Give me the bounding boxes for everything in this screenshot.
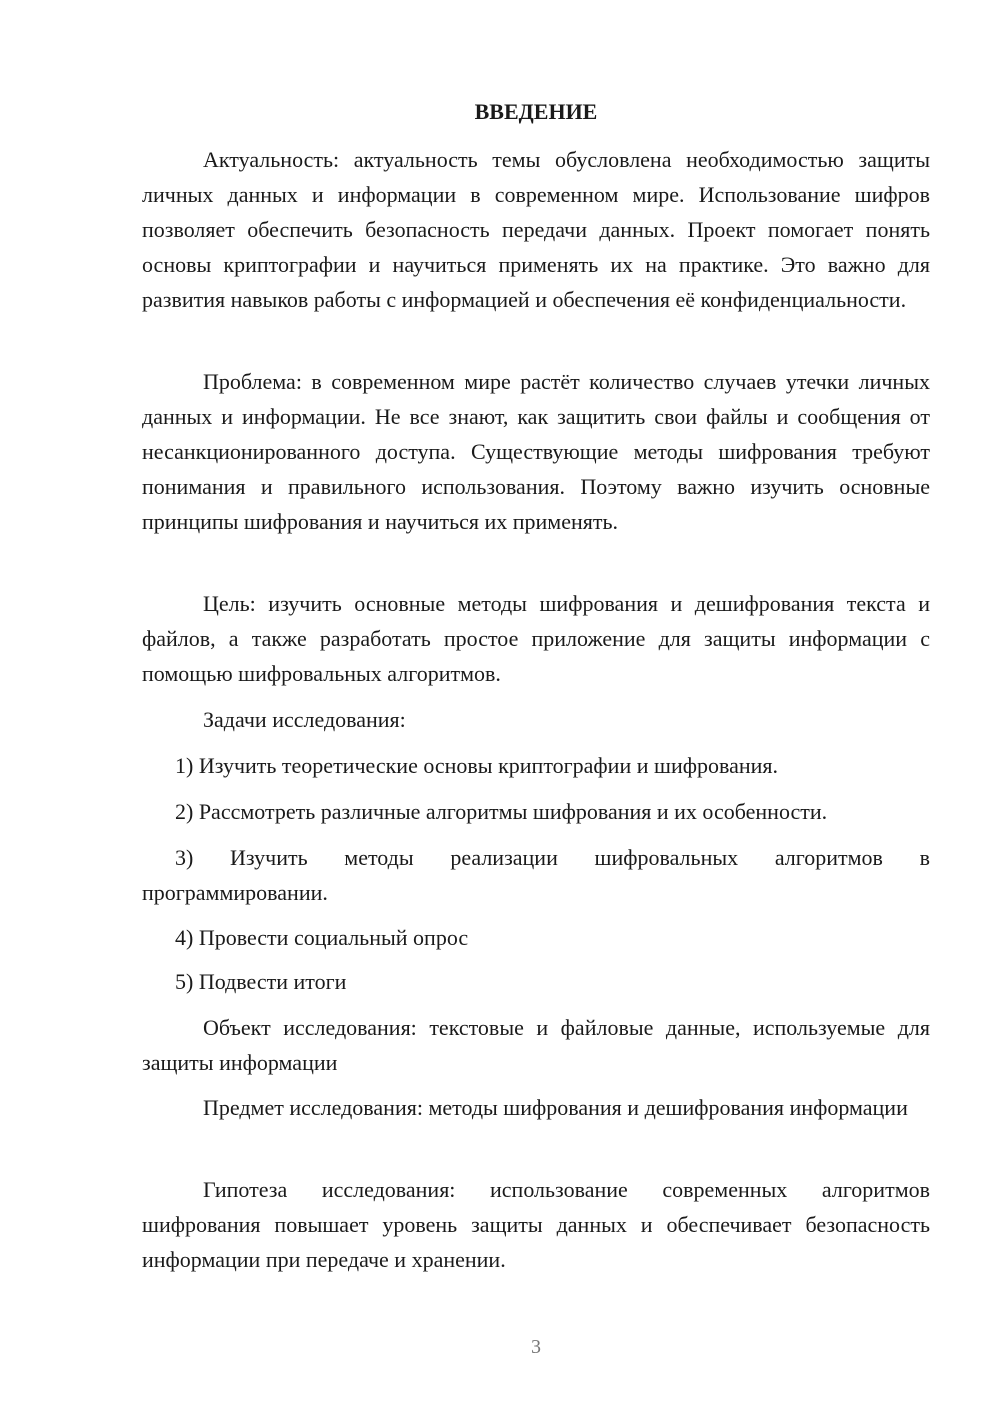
goal-paragraph: Цель: изучить основные методы шифрования и дешифрования текста и файлов, а также разработать простое приложение для защиты информации с помощью шифровальных алгоритмов. — [142, 591, 930, 686]
page-title: ВВЕДЕНИЕ — [474, 99, 598, 124]
task-item-4: 4) Провести социальный опрос — [175, 925, 469, 950]
page-number: 3 — [531, 1336, 541, 1358]
object-paragraph: Объект исследования: текстовые и файловые данные, используемые для защиты информации — [142, 1015, 930, 1075]
task-item-2: 2) Рассмотреть различные алгоритмы шифрования и их особенности. — [175, 799, 828, 824]
relevance-paragraph: Актуальность: актуальность темы обусловлена необходимостью защиты личных данных и информации в современном мире. Использование шифров позволяет обеспечить безопасность передачи данных. Проект помогает понять основы криптографии и научиться применять их на практике. Это важно для развития навыков работы с информацией и обеспечения её конфиденциальности. — [142, 147, 930, 312]
tasks-title: Задачи исследования: — [203, 707, 406, 732]
problem-paragraph: Проблема: в современном мире растёт количество случаев утечки личных данных и информации. Не все знают, как защитить свои файлы и сообщения от несанкционированного доступа. Существующие методы шифрования требуют понимания и правильного использования. Поэтому важно изучить основные принципы шифрования и научиться их применять. — [142, 369, 930, 534]
task-item-1: 1) Изучить теоретические основы криптографии и шифрования. — [175, 753, 779, 778]
subject-paragraph: Предмет исследования: методы шифрования и дешифрования информации — [203, 1095, 908, 1120]
task-item-5: 5) Подвести итоги — [175, 969, 347, 994]
task-item-3: 3) Изучить методы реализации шифровальных алгоритмов в программировании. — [142, 845, 930, 905]
hypothesis-paragraph: Гипотеза исследования: использование современных алгоритмов шифрования повышает уровень защиты данных и обеспечивает безопасность информации при передаче и хранении. — [142, 1177, 930, 1272]
